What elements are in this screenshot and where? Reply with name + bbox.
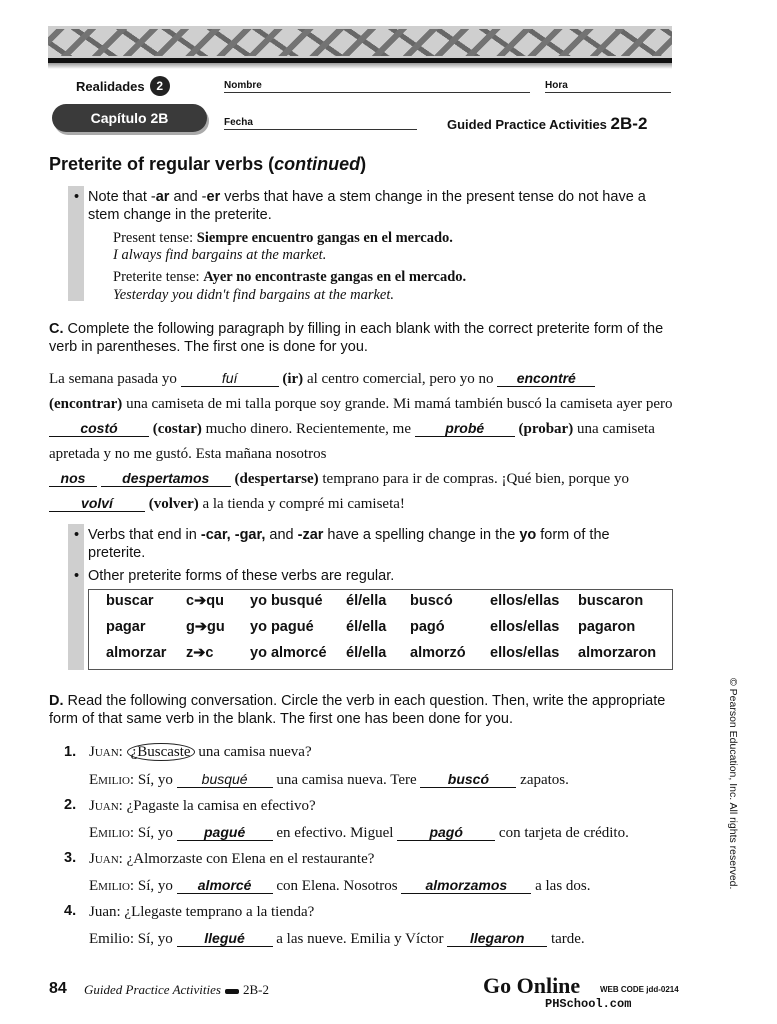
q-text: ¿Pagaste la camisa en efectivo? xyxy=(122,798,316,814)
copyright-notice: © Pearson Education, Inc. All rights reserved. xyxy=(727,678,739,890)
a-text: una camisa nueva. Tere xyxy=(272,772,421,788)
table-cell: almorzar xyxy=(106,645,167,661)
answer-blank[interactable]: fuí xyxy=(181,370,279,387)
speaker: Emilio: xyxy=(89,931,134,947)
answer-blank[interactable]: pagué xyxy=(177,824,273,841)
banner-pattern xyxy=(48,29,672,56)
answer-blank[interactable]: almorcé xyxy=(177,877,273,894)
speaker: Emilio: xyxy=(89,772,135,788)
circled-verb[interactable]: ¿Buscaste xyxy=(127,743,195,761)
page-title xyxy=(49,154,366,175)
answer-line xyxy=(89,877,591,895)
table-cell: él/ella xyxy=(346,645,387,661)
section-letter: C. xyxy=(49,321,64,337)
present-translation xyxy=(113,246,326,264)
speaker: Juan: xyxy=(89,744,123,760)
activity-label: Guided Practice Activities xyxy=(447,117,607,132)
preterite-english: Yesterday you didn't find bargains at the market. xyxy=(113,287,395,303)
a-text: Sí, yo xyxy=(134,931,177,947)
table-cell: almorzaron xyxy=(578,645,657,661)
question-line xyxy=(89,850,374,868)
section-c-instructions xyxy=(49,320,669,356)
answer-blank[interactable]: llegaron xyxy=(447,930,547,947)
speaker: Juan: xyxy=(89,798,123,814)
question-line xyxy=(89,903,314,921)
table-cell: pagar xyxy=(106,619,146,635)
note-text: form of the preterite. xyxy=(88,527,610,561)
chapter-badge: Capítulo 2B xyxy=(52,104,207,132)
name-label: Nombre xyxy=(224,80,262,91)
phschool-link[interactable]: PHSchool.com xyxy=(545,997,632,1011)
note-regular-forms xyxy=(68,567,668,585)
hour-field[interactable] xyxy=(545,80,671,93)
note-text: have a spelling change in the xyxy=(323,527,520,543)
q-text: ¿Almorzaste con Elena en el restaurante? xyxy=(122,851,375,867)
a-text: en efectivo. Miguel xyxy=(272,825,398,841)
section-letter: D. xyxy=(49,693,64,709)
title-italic: continued xyxy=(274,154,361,174)
name-field[interactable] xyxy=(224,80,530,93)
answer-blank[interactable]: busqué xyxy=(177,771,273,788)
preterite-example xyxy=(113,268,466,286)
speaker: Emilio: xyxy=(89,878,135,894)
table-row xyxy=(106,619,678,637)
para-text: mucho dinero. Recientemente, me xyxy=(201,421,415,437)
answer-blank[interactable]: despertamos xyxy=(101,470,231,487)
table-cell: él/ella xyxy=(346,619,387,635)
verb-hint: (volver) xyxy=(145,496,199,512)
note-yo: yo xyxy=(519,527,537,543)
spelling-change-table xyxy=(88,589,673,670)
answer-blank[interactable]: volví xyxy=(49,495,145,512)
note-spelling-change xyxy=(68,526,668,562)
table-cell: él/ella xyxy=(346,593,387,609)
note-text: Other preterite forms of these verbs are regular. xyxy=(88,568,395,584)
para-text: al centro comercial, pero yo no xyxy=(303,371,498,387)
verb-hint: (costar) xyxy=(149,421,202,437)
dash-icon xyxy=(225,989,239,994)
question-line xyxy=(89,743,312,761)
speaker: Juan: xyxy=(89,851,123,867)
a-text: tarde. xyxy=(547,931,585,947)
item-number: 1. xyxy=(64,744,77,760)
answer-blank[interactable]: encontré xyxy=(497,370,595,387)
note-er: er xyxy=(206,189,221,205)
table-cell: pagaron xyxy=(578,619,636,635)
note-stem-change xyxy=(68,188,668,224)
banner-shadow xyxy=(48,63,672,69)
table-cell: buscó xyxy=(410,593,453,609)
para-text: La semana pasada yo xyxy=(49,371,181,387)
table-cell: g➔gu xyxy=(186,619,225,635)
present-spanish: Siempre encuentro gangas en el mercado. xyxy=(196,230,453,246)
present-example xyxy=(113,229,453,247)
title-close: ) xyxy=(360,154,367,174)
note-text: verbs that have a stem change in the present tense do not have a stem change in the preterite. xyxy=(88,189,646,223)
note-zar: -zar xyxy=(297,527,324,543)
table-cell: pagó xyxy=(410,619,445,635)
table-row xyxy=(106,645,678,663)
title-main: Preterite of regular verbs ( xyxy=(49,154,275,174)
table-cell: yo almorcé xyxy=(250,645,327,661)
footer-title: Guided Practice Activities xyxy=(84,982,221,997)
label: Preterite tense: xyxy=(113,269,204,285)
a-text: a las nueve. Emilia y Víctor xyxy=(272,931,448,947)
answer-blank[interactable]: almorzamos xyxy=(401,877,531,894)
note-car: -car, xyxy=(200,527,231,543)
verb-hint: (despertarse) xyxy=(230,471,319,487)
footer-code: 2B-2 xyxy=(242,982,269,997)
activity-code: 2B-2 xyxy=(610,114,648,133)
note-text: and xyxy=(265,527,298,543)
decorative-banner xyxy=(48,26,672,60)
para-text: una camiseta de mi talla porque soy grande. Mi mamá también buscó la camiseta ayer pero xyxy=(122,396,673,412)
a-text: con Elena. Nosotros xyxy=(272,878,402,894)
verb-hint: (ir) xyxy=(278,371,304,387)
label: Present tense: xyxy=(113,230,197,246)
page-number: 84 xyxy=(49,980,67,997)
go-online-logo: Go Online xyxy=(483,973,581,998)
a-text: a las dos. xyxy=(531,878,591,894)
present-english: I always find bargains at the market. xyxy=(113,247,327,263)
note-text: and - xyxy=(169,189,207,205)
item-number: 4. xyxy=(64,903,77,919)
verb-hint: (probar) xyxy=(514,421,574,437)
table-cell: ellos/ellas xyxy=(490,593,560,609)
answer-blank[interactable]: probé xyxy=(415,420,515,437)
table-cell: yo pagué xyxy=(250,619,314,635)
instructions-text: Complete the following paragraph by filling in each blank with the correct preterite form of the verb in parentheses. The first one is done for you. xyxy=(49,321,664,355)
note-ar: ar xyxy=(155,189,170,205)
activity-heading xyxy=(447,114,647,134)
date-label: Fecha xyxy=(224,117,253,128)
a-text: Sí, yo xyxy=(134,825,177,841)
q-text: ¿Llegaste temprano a la tienda? xyxy=(120,904,315,920)
table-cell: ellos/ellas xyxy=(490,619,560,635)
table-cell: buscar xyxy=(106,593,154,609)
section-c-paragraph xyxy=(49,367,674,517)
note-gar: -gar, xyxy=(234,527,266,543)
preterite-translation xyxy=(113,286,394,304)
question-line xyxy=(89,797,316,815)
speaker: Emilio: xyxy=(89,825,135,841)
table-cell: buscaron xyxy=(578,593,644,609)
note-text: Note that - xyxy=(88,189,156,205)
section-d-instructions xyxy=(49,692,669,728)
answer-line xyxy=(89,824,629,842)
item-number: 2. xyxy=(64,797,77,813)
para-text: temprano para ir de compras. ¡Qué bien, porque yo xyxy=(318,471,629,487)
answer-blank[interactable]: nos xyxy=(49,470,97,487)
item-number: 3. xyxy=(64,850,77,866)
answer-blank[interactable]: llegué xyxy=(177,930,273,947)
book-name: Realidades xyxy=(76,78,145,94)
book-title xyxy=(76,76,170,96)
a-text: Sí, yo xyxy=(134,878,177,894)
verb-hint: (encontrar) xyxy=(49,396,123,412)
table-cell: yo busqué xyxy=(250,593,323,609)
table-cell: almorzó xyxy=(410,645,466,661)
para-text: a la tienda y compré mi camiseta! xyxy=(198,496,405,512)
answer-line xyxy=(89,771,569,789)
a-text: zapatos. xyxy=(516,772,569,788)
web-code: WEB CODE jdd-0214 xyxy=(600,985,679,994)
hour-label: Hora xyxy=(545,80,568,91)
answer-line xyxy=(89,930,585,948)
preterite-spanish: Ayer no encontraste gangas en el mercado. xyxy=(203,269,467,285)
table-cell: c➔qu xyxy=(186,593,224,609)
table-cell: ellos/ellas xyxy=(490,645,560,661)
book-level-badge: 2 xyxy=(150,76,170,96)
answer-blank[interactable]: buscó xyxy=(420,771,516,788)
speaker: Juan: xyxy=(89,904,121,920)
answer-blank[interactable]: pagó xyxy=(397,824,495,841)
para-text: una camiseta apretada y no me gustó. Esta mañana nosotros xyxy=(49,421,655,462)
answer-blank[interactable]: costó xyxy=(49,420,149,437)
instructions-text: Read the following conversation. Circle the verb in each question. Then, write the appropriate form of that same verb in the blank. The first one has been done for you. xyxy=(49,693,666,727)
a-text: Sí, yo xyxy=(134,772,177,788)
table-row xyxy=(106,593,678,611)
footer-caption xyxy=(84,982,269,998)
note-text: Verbs that end in xyxy=(88,527,201,543)
date-field[interactable] xyxy=(224,117,417,130)
q-text: una camisa nueva? xyxy=(194,744,312,760)
table-cell: z➔c xyxy=(186,645,214,661)
a-text: con tarjeta de crédito. xyxy=(495,825,629,841)
